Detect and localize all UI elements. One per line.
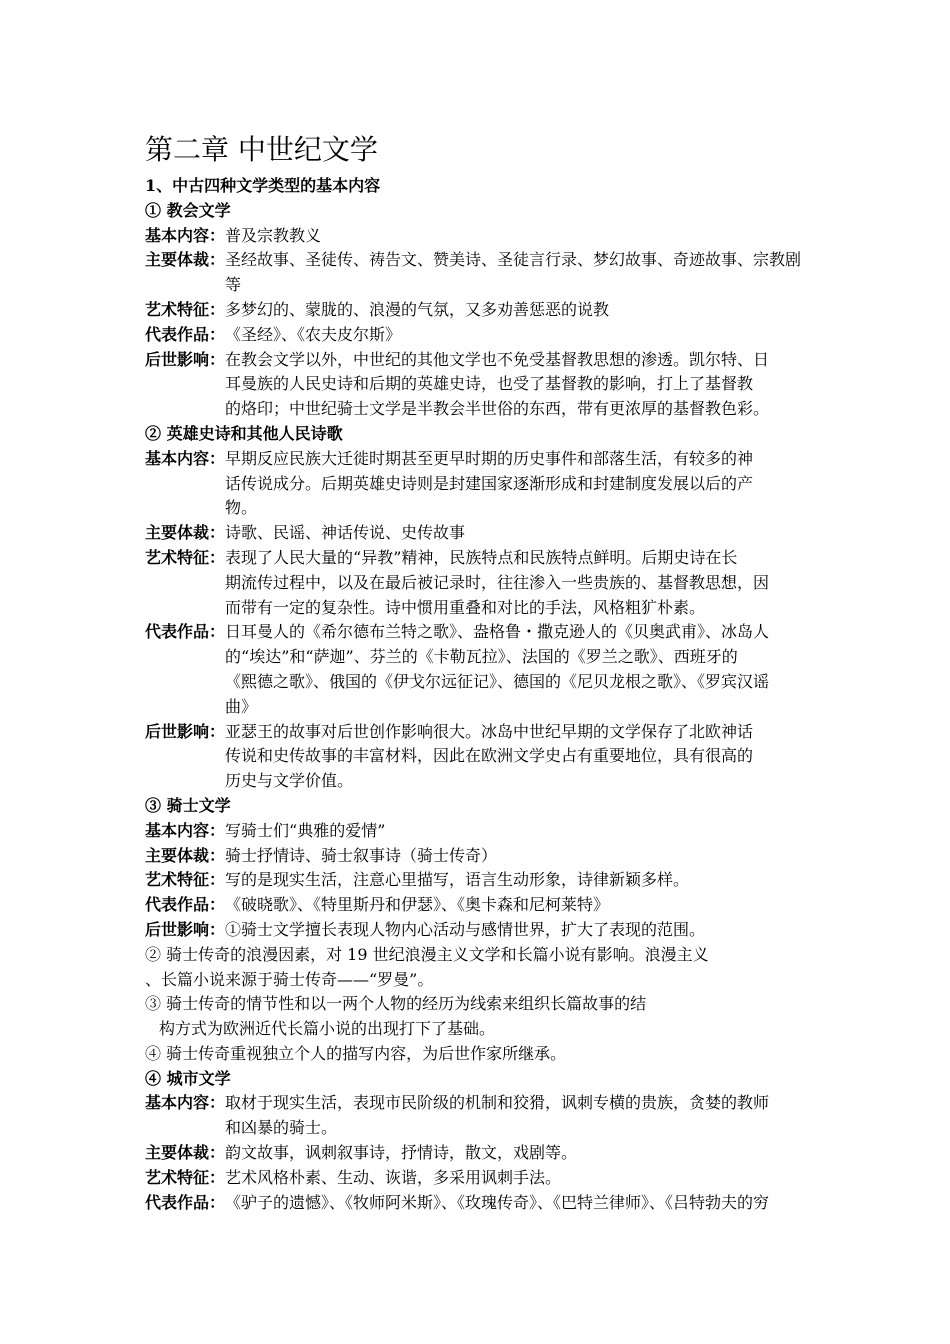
entry-text-line: 取材于现实生活，表现市民阶级的机制和狡猾，讽刺专横的贵族，贪婪的教师	[225, 1093, 770, 1113]
influence-item: 构方式为欧洲近代长篇小说的出现打下了基础。	[159, 1019, 496, 1039]
entry-label: 后世影响：	[145, 919, 226, 939]
entry-text	[225, 1166, 561, 1191]
entry-text	[225, 224, 321, 249]
influence-item: ④ 骑士传奇重视独立个人的描写内容，为后世作家所继承。	[145, 1043, 567, 1063]
knight-influence-list	[145, 943, 825, 1067]
entry-label: 基本内容：	[145, 225, 226, 245]
knight-literature-heading: ③ 骑士文学	[145, 795, 231, 815]
entry-text-line: 和凶暴的骑士。	[225, 1118, 338, 1138]
entry-row	[145, 348, 825, 422]
document-body	[145, 174, 825, 1215]
entry-row	[145, 720, 825, 794]
entry-label: 后世影响：	[145, 349, 226, 369]
entry-text-line: 《熙德之歌》、俄国的《伊戈尔远征记》、德国的《尼贝龙根之歌》、《罗宾汉谣	[225, 671, 770, 691]
entry-text	[225, 893, 609, 918]
entry-row	[145, 868, 825, 893]
knight-literature-entries	[145, 819, 825, 943]
entry-row	[145, 224, 825, 249]
section-heading: 1、中古四种文学类型的基本内容	[145, 176, 381, 195]
entry-text-line: 在教会文学以外，中世纪的其他文学也不免受基督教思想的渗透。凯尔特、日	[225, 349, 770, 369]
entry-text-line: 期流传过程中，以及在最后被记录时，往往渗入一些贵族的、基督教思想，因	[225, 572, 770, 592]
city-literature-heading: ④ 城市文学	[145, 1068, 231, 1088]
entry-text	[225, 1091, 769, 1141]
entry-label: 艺术特征：	[145, 299, 226, 319]
entry-text	[225, 1141, 577, 1166]
entry-label: 基本内容：	[145, 820, 226, 840]
entry-text	[225, 720, 753, 794]
entry-text-line: 历史与文学价值。	[225, 771, 354, 791]
entry-row	[145, 1166, 825, 1191]
entry-text-line: 艺术风格朴素、生动、诙谐，多采用讽刺手法。	[225, 1167, 562, 1187]
entry-text	[225, 521, 465, 546]
entry-row	[145, 893, 825, 918]
entry-text-line: 亚瑟王的故事对后世创作影响很大。冰岛中世纪早期的文学保存了北欧神话	[225, 721, 754, 741]
entry-label: 主要体裁：	[145, 250, 226, 270]
entry-label: 主要体裁：	[145, 523, 226, 543]
entry-text	[225, 348, 769, 422]
entry-text-line: 写骑士们“典雅的爱情”	[225, 820, 386, 840]
entry-row	[145, 521, 825, 546]
entry-text	[225, 918, 705, 943]
entry-text-line: 《破晓歌》、《特里斯丹和伊瑟》、《奥卡森和尼柯莱特》	[225, 895, 610, 915]
entry-row	[145, 447, 825, 521]
entry-text-line: 早期反应民族大迁徙时期甚至更早时期的历史事件和部落生活，有较多的神	[225, 448, 754, 468]
entry-text	[225, 298, 609, 323]
city-literature-entries	[145, 1091, 825, 1215]
entry-row	[145, 1191, 825, 1216]
entry-text	[225, 323, 401, 348]
entry-text-line: ①骑士文学擅长表现人物内心活动与感情世界，扩大了表现的范围。	[225, 919, 706, 939]
entry-row	[145, 844, 825, 869]
entry-label: 艺术特征：	[145, 1167, 226, 1187]
entry-row	[145, 323, 825, 348]
entry-text-line: 话传说成分。后期英雄史诗则是封建国家逐渐形成和封建制度发展以后的产	[225, 473, 754, 493]
entry-label: 代表作品：	[145, 324, 226, 344]
entry-label: 基本内容：	[145, 1093, 226, 1113]
entry-text-line: 韵文故事，讽刺叙事诗，抒情诗，散文，戏剧等。	[225, 1143, 578, 1163]
entry-text	[225, 868, 689, 893]
entry-text-line: 圣经故事、圣徒传、祷告文、赞美诗、圣徒言行录、梦幻故事、奇迹故事、宗教剧	[225, 250, 802, 270]
epic-poetry-heading: ② 英雄史诗和其他人民诗歌	[145, 423, 343, 443]
influence-item: 、长篇小说来源于骑士传奇——“罗曼”。	[145, 969, 434, 989]
entry-text-line: 写的是现实生活，注意心里描写，语言生动形象，诗律新颖多样。	[225, 870, 690, 890]
entry-text-line: 传说和史传故事的丰富材料，因此在欧洲文学史占有重要地位，具有很高的	[225, 746, 754, 766]
entry-text-line: 诗歌、民谣、神话传说、史传故事	[225, 523, 466, 543]
entry-label: 代表作品：	[145, 622, 226, 642]
entry-label: 后世影响：	[145, 721, 226, 741]
entry-label: 主要体裁：	[145, 1143, 226, 1163]
entry-text	[225, 819, 385, 844]
church-literature-entries	[145, 224, 825, 422]
influence-item: ② 骑士传奇的浪漫因素，对 19 世纪浪漫主义文学和长篇小说有影响。浪漫主义	[145, 944, 709, 964]
entry-text	[225, 248, 801, 298]
entry-text-line: 普及宗教教义	[225, 225, 322, 245]
entry-text-line: 而带有一定的复杂性。诗中惯用重叠和对比的手法，风格粗犷朴素。	[225, 597, 706, 617]
influence-item: ③ 骑士传奇的情节性和以一两个人物的经历为线索来组织长篇故事的结	[145, 994, 647, 1014]
entry-text-line: 骑士抒情诗、骑士叙事诗（骑士传奇）	[225, 845, 498, 865]
entry-row	[145, 546, 825, 620]
entry-text-line: 物。	[225, 498, 258, 518]
entry-row	[145, 620, 825, 719]
entry-text-line: 的烙印；中世纪骑士文学是半教会半世俗的东西，带有更浓厚的基督教色彩。	[225, 399, 770, 419]
entry-row	[145, 298, 825, 323]
entry-text	[225, 546, 769, 620]
entry-text	[225, 447, 753, 521]
page-title: 第二章 中世纪文学	[145, 133, 378, 166]
entry-text-line: 表现了人民大量的“异教”精神，民族特点和民族特点鲜明。后期史诗在长	[225, 547, 738, 567]
entry-row	[145, 248, 825, 298]
church-literature-heading: ① 教会文学	[145, 200, 231, 220]
entry-text	[225, 844, 497, 869]
entry-label: 基本内容：	[145, 448, 226, 468]
entry-label: 艺术特征：	[145, 870, 226, 890]
entry-text-line: 《驴子的遗憾》、《牧师阿米斯》、《玫瑰传奇》、《巴特兰律师》、《吕特勃夫的穷	[225, 1192, 770, 1212]
entry-text-line: 等	[225, 275, 242, 295]
entry-text	[225, 1191, 769, 1216]
entry-row	[145, 918, 825, 943]
entry-label: 代表作品：	[145, 895, 226, 915]
entry-text-line: 多梦幻的、蒙胧的、浪漫的气氛，又多劝善惩恶的说教	[225, 299, 610, 319]
entry-row	[145, 819, 825, 844]
entry-row	[145, 1091, 825, 1141]
entry-label: 代表作品：	[145, 1192, 226, 1212]
entry-text-line: 《圣经》、《农夫皮尔斯》	[225, 324, 402, 344]
entry-text-line: 耳曼族的人民史诗和后期的英雄史诗，也受了基督教的影响，打上了基督教	[225, 374, 754, 394]
entry-text-line: 曲》	[225, 696, 258, 716]
entry-row	[145, 1141, 825, 1166]
entry-label: 主要体裁：	[145, 845, 226, 865]
entry-label: 艺术特征：	[145, 547, 226, 567]
entry-text	[225, 620, 769, 719]
epic-poetry-entries	[145, 447, 825, 794]
entry-text-line: 的“埃达”和“萨迦”、芬兰的《卡勒瓦拉》、法国的《罗兰之歌》、西班牙的	[225, 647, 738, 667]
entry-text-line: 日耳曼人的《希尔德布兰特之歌》、盎格鲁・撒克逊人的《贝奥武甫》、冰岛人	[225, 622, 770, 642]
